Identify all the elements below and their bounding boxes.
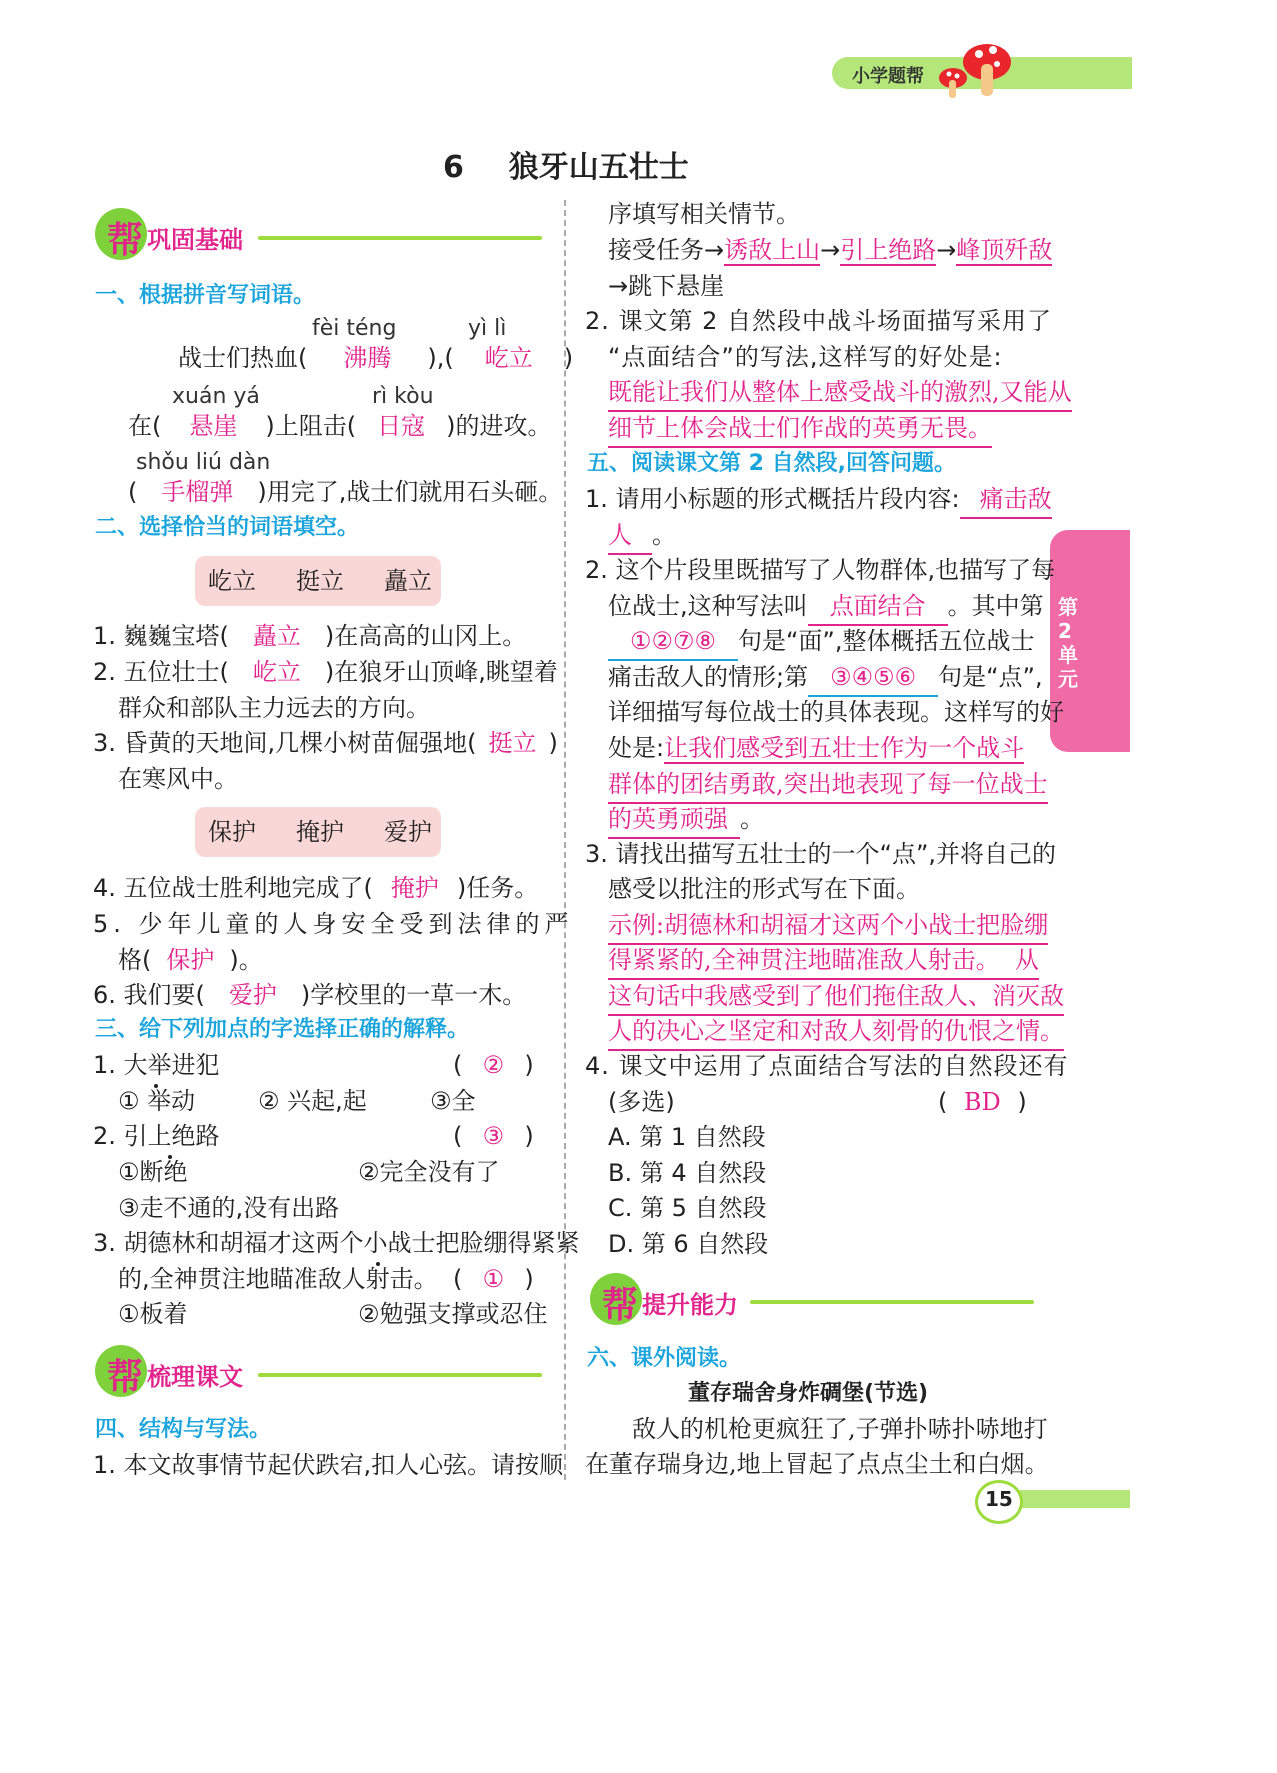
lesson-number: 6 <box>443 150 464 185</box>
answer: 掩护 <box>390 874 439 902</box>
q3-item3: 3. 胡德林和胡福才这两个小战士把脸绷得紧紧 <box>93 1229 580 1257</box>
section-line <box>258 236 542 240</box>
q5-item4-cont: (多选) <box>608 1088 675 1116</box>
q4-heading: 四、结构与写法。 <box>95 1417 272 1442</box>
q2-item2-cont: 群众和部队主力远去的方向。 <box>118 694 430 722</box>
answer: 引上绝路 <box>840 236 937 264</box>
section-title: 提升能力 <box>642 1291 738 1319</box>
pinyin: xuán yá <box>172 384 260 409</box>
answer: 爱护 <box>228 981 277 1009</box>
q2-item5-cont: 格( 保护 )。 <box>118 942 263 978</box>
q1-line2: 在( 悬崖 )上阻击( 日寇 )的进攻。 <box>128 408 551 444</box>
q2-item5: 5. 少年儿童的人身安全受到法律的严 <box>93 910 574 938</box>
page-title <box>443 142 689 186</box>
answer: 屹立 <box>484 344 533 372</box>
mushroom-icon <box>935 40 1015 104</box>
q2-item1: 1. 巍巍宝塔( 矗立 )在高高的山冈上。 <box>93 618 526 654</box>
q4-item2-cont: “点面结合”的写法,这样写的好处是: <box>608 343 1003 371</box>
q1-line3: ( 手榴弹 )用完了,战士们就用石头砸。 <box>128 474 562 510</box>
answer: 这句话中我感受到了他们拖住敌人、消灭敌 <box>608 978 1064 1016</box>
q2-item4: 4. 五位战士胜利地完成了( 掩护 )任务。 <box>93 870 538 906</box>
answer: ①②⑦⑧ <box>608 623 738 661</box>
word-option: 保护 <box>208 818 256 846</box>
q4-item1-cont: 序填写相关情节。 <box>608 200 800 228</box>
answer: 细节上体会战士们作战的英勇无畏。 <box>608 410 992 448</box>
answer: ③④⑤⑥ <box>808 659 938 697</box>
answer: ① <box>482 1265 505 1293</box>
bang-badge: 帮 <box>107 1357 144 1398</box>
q4-flow-end: →跳下悬崖 <box>608 272 725 300</box>
answer: 痛击敌 <box>960 481 1052 519</box>
word-option: 屹立 <box>208 567 256 595</box>
q5-option: D. 第 6 自然段 <box>608 1230 769 1258</box>
answer: 悬崖 <box>189 412 238 440</box>
q3-heading: 三、给下列加点的字选择正确的解释。 <box>95 1017 470 1042</box>
q5-item3: 3. 请找出描写五壮士的一个“点”,并将自己的 <box>585 840 1057 868</box>
q3-item2: 2. 引上绝路 <box>93 1122 220 1150</box>
q5-item2-e: 痛击敌人的情形;第 ③④⑤⑥ 句是“点”, <box>608 659 1043 697</box>
answer: 挺立 <box>488 729 537 757</box>
answer: 群体的团结勇敢,突出地表现了每一位战士 <box>608 766 1048 804</box>
q3-option: ② 兴起,起 <box>258 1087 367 1115</box>
q5-item1-cont: 人 。 <box>608 517 676 555</box>
answer: 让我们感受到五壮士作为一个战斗 <box>664 734 1025 762</box>
q4-flow: 接受任务→诱敌上山→引上绝路→峰顶歼敌 <box>608 236 1053 264</box>
answer: 点面结合 <box>808 588 948 626</box>
header-brand: 小学题帮 <box>852 66 924 87</box>
answer: 得紧紧的,全神贯注地瞄准敌人射击。 从 <box>608 942 1039 980</box>
q2-item2: 2. 五位壮士( 屹立 )在狼牙山顶峰,眺望着 <box>93 654 558 690</box>
answer: 人的决心之坚定和对敌人刻骨的仇恨之情。 <box>608 1013 1064 1051</box>
pinyin: yì lì <box>468 316 507 341</box>
word-option: 掩护 <box>296 818 344 846</box>
answer: 诱敌上山 <box>724 236 821 264</box>
reading-para: 在董存瑞身边,地上冒起了点点尘土和白烟。 <box>585 1450 1049 1478</box>
q3-option: ①板着 <box>118 1300 188 1328</box>
answer: 日寇 <box>377 412 426 440</box>
q2-item3-cont: 在寒风中。 <box>118 765 238 793</box>
section-line <box>258 1373 542 1377</box>
q5-item2-h: 处是:让我们感受到五壮士作为一个战斗 <box>608 734 1025 762</box>
unit-tab-label: 第2单元 <box>1058 595 1078 691</box>
q1-heading: 一、根据拼音写词语。 <box>95 283 316 308</box>
q5-item2-b: 位战士,这种写法叫 点面结合 。其中第 <box>608 588 1044 626</box>
q3-item3-bracket: ( ① ) <box>453 1261 534 1297</box>
answer: 矗立 <box>252 622 301 650</box>
word-option: 爱护 <box>384 818 432 846</box>
q3-item1-bracket: ( ② ) <box>453 1047 534 1083</box>
word-option: 挺立 <box>296 567 344 595</box>
q3-option: ③走不通的,没有出路 <box>118 1194 340 1222</box>
answer: 人 <box>608 517 652 555</box>
q3-option: ①断绝 <box>118 1158 188 1186</box>
answer: 屹立 <box>252 658 301 686</box>
q3-item2-bracket: ( ③ ) <box>453 1118 534 1154</box>
q3-item1: 1. 大举进犯 <box>93 1051 220 1079</box>
pinyin: shǒu liú dàn <box>136 450 271 475</box>
answer: 既能让我们从整体上感受战斗的激烈,又能从 <box>608 374 1072 412</box>
lesson-title: 狼牙山五壮士 <box>508 150 689 185</box>
section-title: 巩固基础 <box>147 226 243 254</box>
q5-item2-end: 的英勇顽强 。 <box>608 801 764 839</box>
answer: 峰顶歼敌 <box>956 236 1053 264</box>
reading-title: 董存瑞舍身炸碉堡(节选) <box>688 1381 929 1406</box>
section-line <box>750 1300 1034 1304</box>
q1-line1: 战士们热血( 沸腾 ),( 屹立 ) <box>178 340 573 376</box>
answer: 保护 <box>166 946 215 974</box>
q2-heading: 二、选择恰当的词语填空。 <box>95 515 360 540</box>
q5-item2: 2. 这个片段里既描写了人物群体,也描写了每 <box>585 556 1056 584</box>
q5-option: A. 第 1 自然段 <box>608 1123 766 1151</box>
q5-item2-g: 详细描写每位战士的具体表现。这样写的好 <box>608 698 1064 726</box>
word-option: 矗立 <box>384 567 432 595</box>
q5-option: C. 第 5 自然段 <box>608 1194 767 1222</box>
answer: BD <box>963 1088 1001 1116</box>
q3-option: ③全 <box>430 1087 476 1115</box>
q3-option: ① 举动 <box>118 1087 196 1115</box>
q6-heading: 六、课外阅读。 <box>587 1346 742 1371</box>
q5-item2-c: ①②⑦⑧ 句是“面”,整体概括五位战士 <box>608 623 1035 661</box>
q5-option: B. 第 4 自然段 <box>608 1159 767 1187</box>
q3-option: ②勉强支撑或忍住 <box>358 1300 548 1328</box>
answer: 沸腾 <box>343 344 392 372</box>
page-number: 15 <box>985 1487 1013 1511</box>
answer: 的英勇顽强 <box>608 801 740 839</box>
answer: ③ <box>482 1122 505 1150</box>
q3-item3-cont: 的,全神贯注地瞄准敌人射击。 <box>118 1265 438 1293</box>
section-title: 梳理课文 <box>147 1363 243 1391</box>
reading-para: 敌人的机枪更疯狂了,子弹扑哧扑哧地打 <box>632 1415 1048 1443</box>
q3-option: ②完全没有了 <box>358 1158 500 1186</box>
pinyin: fèi téng <box>312 316 397 341</box>
q5-item1: 1. 请用小标题的形式概括片段内容: 痛击敌 <box>585 481 1052 519</box>
answer: ② <box>482 1051 505 1079</box>
column-divider <box>564 200 566 1480</box>
pinyin: rì kòu <box>372 384 434 409</box>
bang-badge: 帮 <box>602 1285 639 1326</box>
q4-item2: 2. 课文第 2 自然段中战斗场面描写采用了 <box>585 307 1053 335</box>
q5-heading: 五、阅读课文第 2 自然段,回答问题。 <box>587 451 956 476</box>
q2-item6: 6. 我们要( 爱护 )学校里的一草一木。 <box>93 977 526 1013</box>
q2-item3: 3. 昏黄的天地间,几棵小树苗倔强地( 挺立 ) <box>93 725 558 761</box>
bang-badge: 帮 <box>107 220 144 261</box>
answer: 示例:胡德林和胡福才这两个小战士把脸绷 <box>608 907 1048 945</box>
q5-item4: 4. 课文中运用了点面结合写法的自然段还有 <box>585 1052 1069 1080</box>
q5-item3-cont: 感受以批注的形式写在下面。 <box>608 875 920 903</box>
q5-item4-bracket: ( BD ) <box>938 1084 1027 1120</box>
q4-item1: 1. 本文故事情节起伏跌宕,扣人心弦。请按顺 <box>93 1451 564 1479</box>
answer: 手榴弹 <box>161 478 234 506</box>
